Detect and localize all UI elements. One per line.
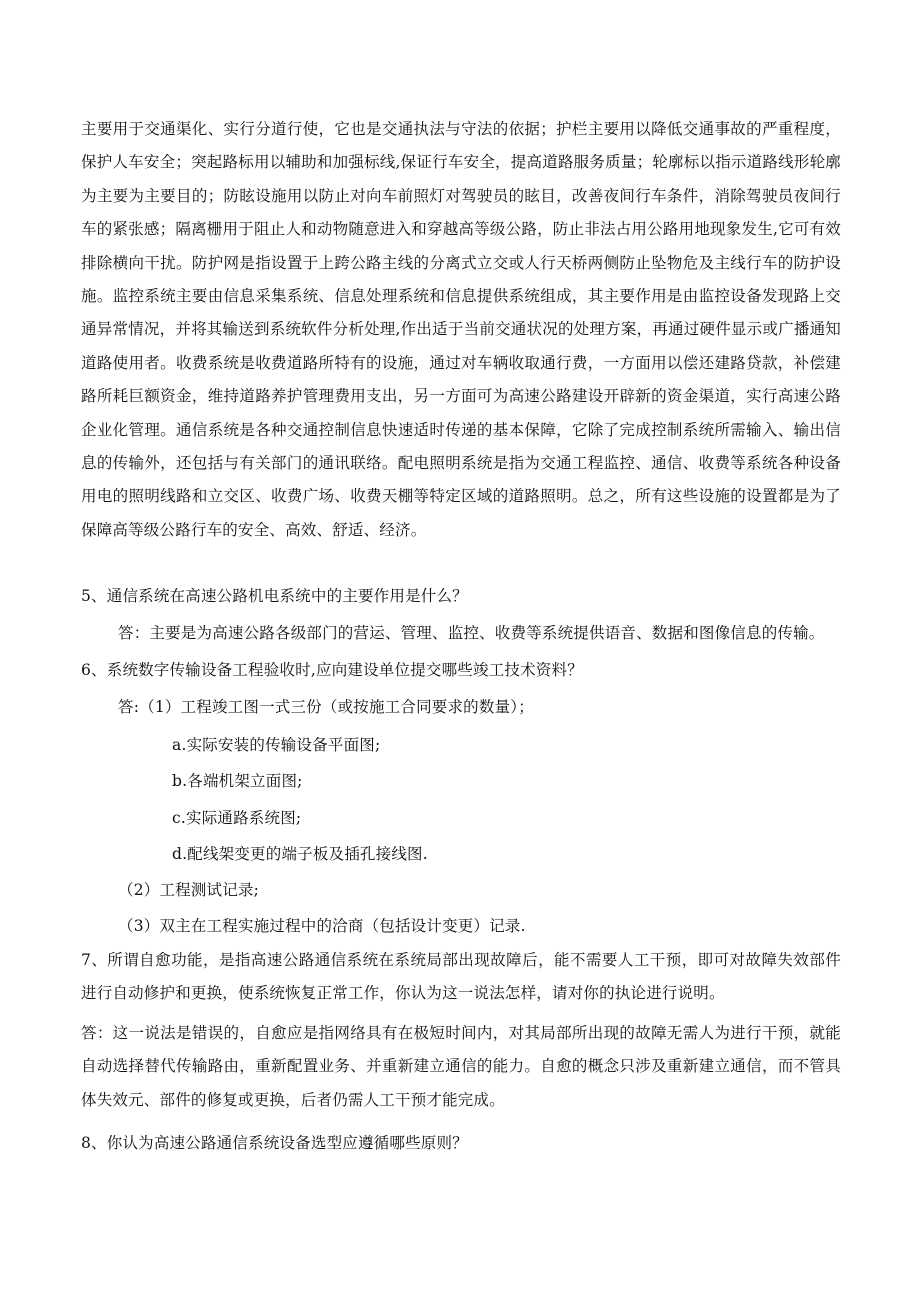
answer-6-sub-item-c: c.实际通路系统图;	[172, 809, 302, 827]
answer-7: 答：这一说法是错误的，自愈应是指网络具有在极短时间内，对其局部所出现的故障无需人为进行干预，就能自动选择替代传输路由，重新配置业务、并重新建立通信的能力。自愈的概念只涉及重新建立通信，而不管具体失效元、部件的修复或更换，后者仍需人工干预才能完成。	[81, 1024, 841, 1109]
question-7: 7、所谓自愈功能，是指高速公路通信系统在系统局部出现故障后，能不需要人工干预，即可对故障失效部件进行自动修护和更换，使系统恢复正常工作，你认为这一说法怎样，请对你的执论进行说明。	[81, 951, 841, 1003]
question-8: 8、你认为高速公路通信系统设备选型应遵循哪些原则？	[81, 1134, 468, 1152]
answer-5: 答：主要是为高速公路各级部门的营运、管理、监控、收费等系统提供语音、数据和图像信息的传输。	[118, 624, 825, 642]
answer-6-item-3: （3）双主在工程实施过程中的洽商（包括设计变更）记录.	[118, 917, 526, 935]
answer-6-sub-item-d: d.配线架变更的端子板及插孔接线图.	[172, 845, 428, 863]
question-6: 6、系统数字传输设备工程验收时,应向建设单位提交哪些竣工技术资料？	[81, 661, 583, 679]
question-5: 5、通信系统在高速公路机电系统中的主要作用是什么？	[81, 587, 468, 605]
answer-6-sub-item-a: a.实际安装的传输设备平面图;	[172, 736, 381, 754]
answer-6-intro: 答:（1）工程竣工图一式三份（或按施工合同要求的数量）；	[118, 698, 534, 716]
answer-6-sub-item-b: b.各端机架立面图;	[172, 772, 303, 790]
answer-6-item-2: （2）工程测试记录;	[118, 881, 260, 899]
intro-paragraph: 主要用于交通渠化、实行分道行使，它也是交通执法与守法的依据；护栏主要用以降低交通事故的严重程度，保护人车安全；突起路标用以辅助和加强标线,保证行车安全，提高道路服务质量；轮廓标以指示道路线形轮廓为主要为主要目的；防眩设施用以防止对向车前照灯对驾驶员的眩目，改善夜间行车条件，消除驾驶员夜间行车的紧张感；隔离栅用于阻止人和动物随意进入和穿越高等级公路，防止非法占用公路用地现象发生,它可有效排除横向干扰。防护网是指设置于上跨公路主线的分离式立交或人行天桥两侧防止坠物危及主线行车的防护设施。监控系统主要由信息采集系统、信息处理系统和信息提供系统组成，其主要作用是由监控设备发现路上交通异常情况，并将其输送到系统软件分析处理,作出适于当前交通状况的处理方案，再通过硬件显示或广播通知道路使用者。收费系统是收费道路所特有的设施，通过对车辆收取通行费，一方面用以偿还建路贷款，补偿建路所耗巨额资金，维持道路养护管理费用支出，另一方面可为高速公路建设开辟新的资金渠道，实行高速公路企业化管理。通信系统是各种交通控制信息快速适时传递的基本保障，它除了完成控制系统所需输入、输出信息的传输外，还包括与有关部门的通讯联络。配电照明系统是指为交通工程监控、通信、收费等系统各种设备用电的照明线路和立交区、收费广场、收费天棚等特定区域的道路照明。总之，所有这些设施的设置都是为了保障高等级公路行车的安全、高效、舒适、经济。	[81, 120, 841, 539]
